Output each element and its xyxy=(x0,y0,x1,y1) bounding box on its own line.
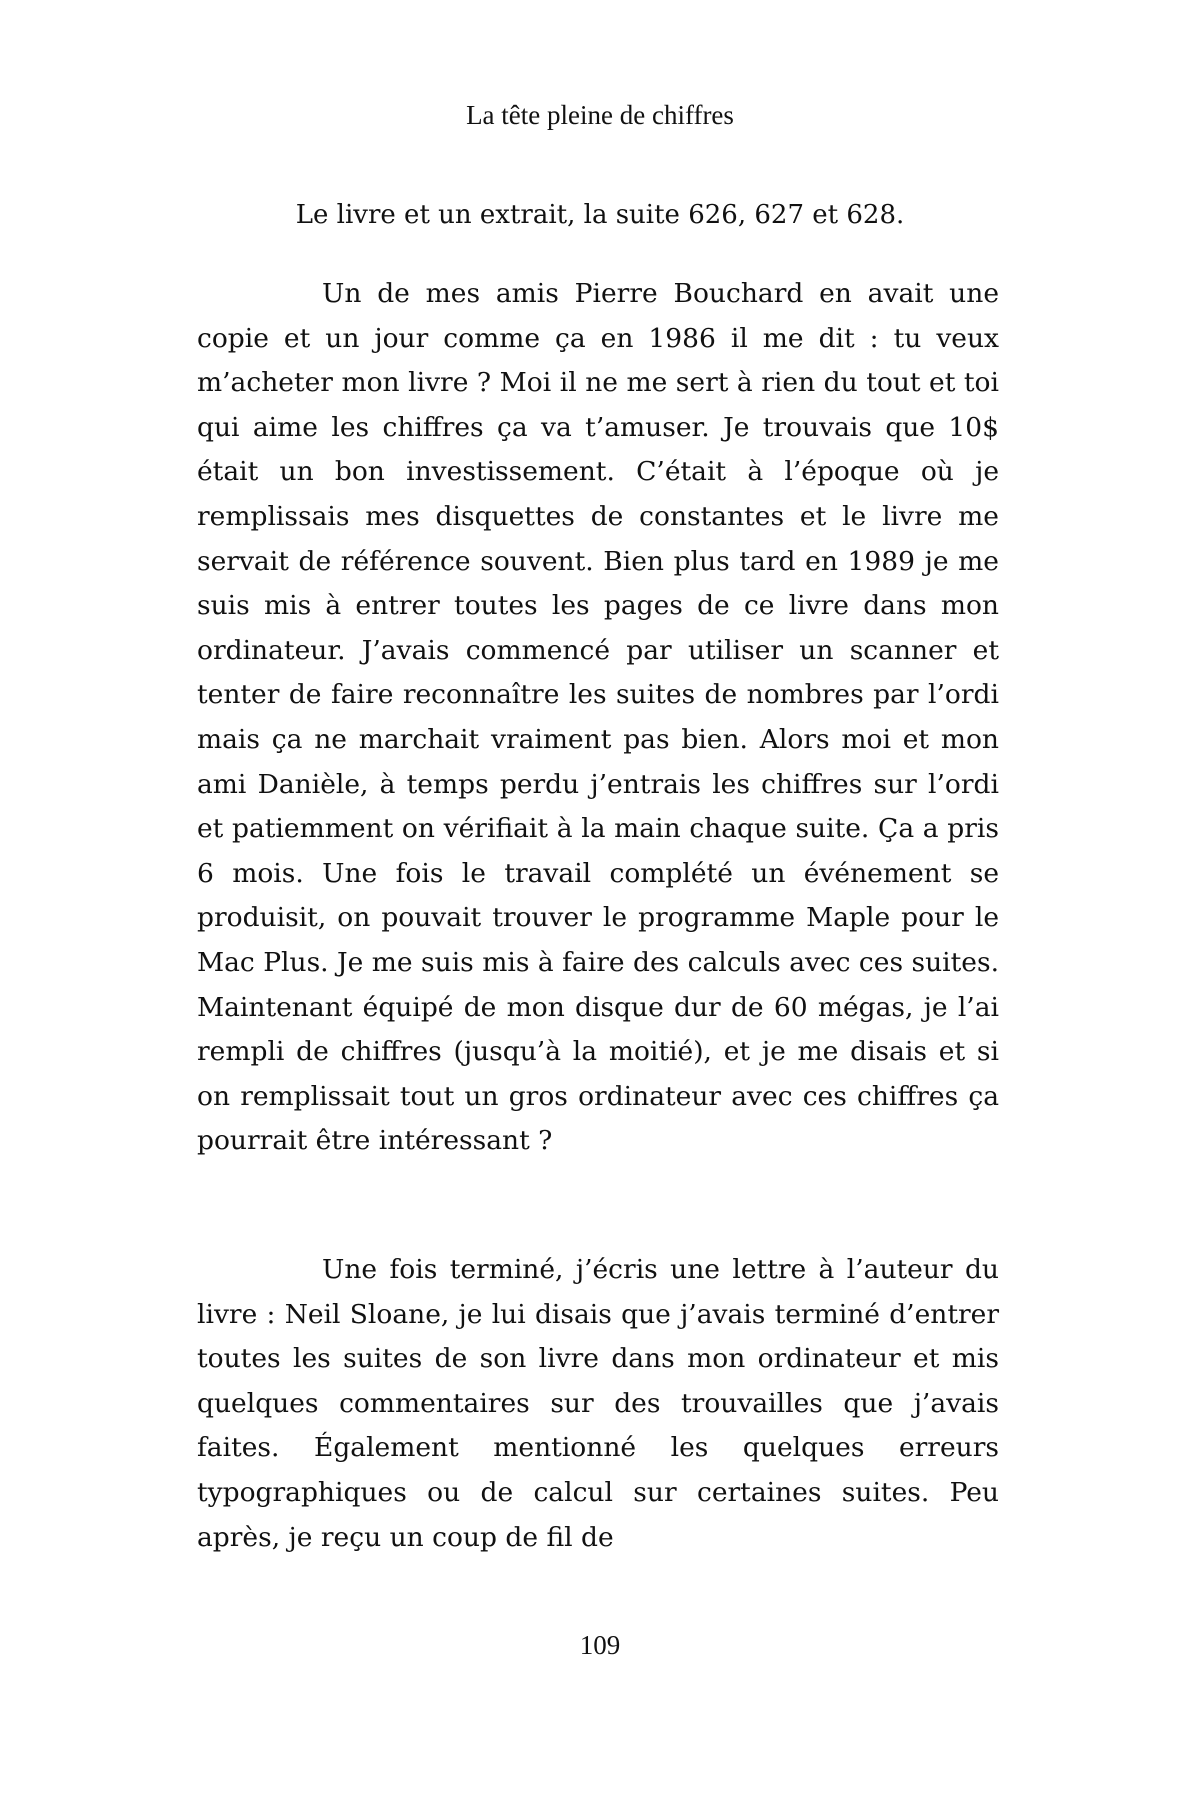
body-paragraph: Un de mes amis Pierre Bouchard en avait une copie et un jour comme ça en 1986 il me dit : tu veux m’acheter mon livre ? Moi il ne me sert à rien du tout et toi qui aime les chiffres ça va t’amuser. Je trouvais que 10$ était un bon investissement. C’était à l’époque où je remplissais mes disquettes de constantes et le livre me servait de référence souvent. Bien plus tard en 1989 je me suis mis à entrer toutes les pages de ce livre dans mon ordinateur. J’avais commencé par utiliser un scanner et tenter de faire reconnaître les suites de nombres par l’ordi mais ça ne marchait vraiment pas bien. Alors moi et mon ami Danièle, à temps perdu j’entrais les chiffres sur l’ordi et patiemment on vérifiait à la main chaque suite. Ça a pris 6 mois. Une fois le travail complété un événement se produisit, on pouvait trouver le programme Maple pour le Mac Plus. Je me suis mis à faire des calculs avec ces suites. Maintenant équipé de mon disque dur de 60 mégas, je l’ai rempli de chiffres (jusqu’à la moitié), et je me disais et si on remplissait tout un gros ordinateur avec ces chiffres ça pourrait être intéressant ? xyxy=(197,278,999,1157)
body-paragraph: Une fois terminé, j’écris une lettre à l’auteur du livre : Neil Sloane, je lui disais que j’avais terminé d’entrer toutes les suites de son livre dans mon ordinateur et mis quelques commentaires sur des trouvailles que j’avais faites. Également mentionné les quelques erreurs typographiques ou de calcul sur certaines suites. Peu après, je reçu un coup de fil de xyxy=(197,1254,999,1553)
running-header: La tête pleine de chiffres xyxy=(466,100,734,130)
figure-caption: Le livre et un extrait, la suite 626, 627 et 628. xyxy=(295,200,905,230)
page-number: 109 xyxy=(579,1630,621,1660)
